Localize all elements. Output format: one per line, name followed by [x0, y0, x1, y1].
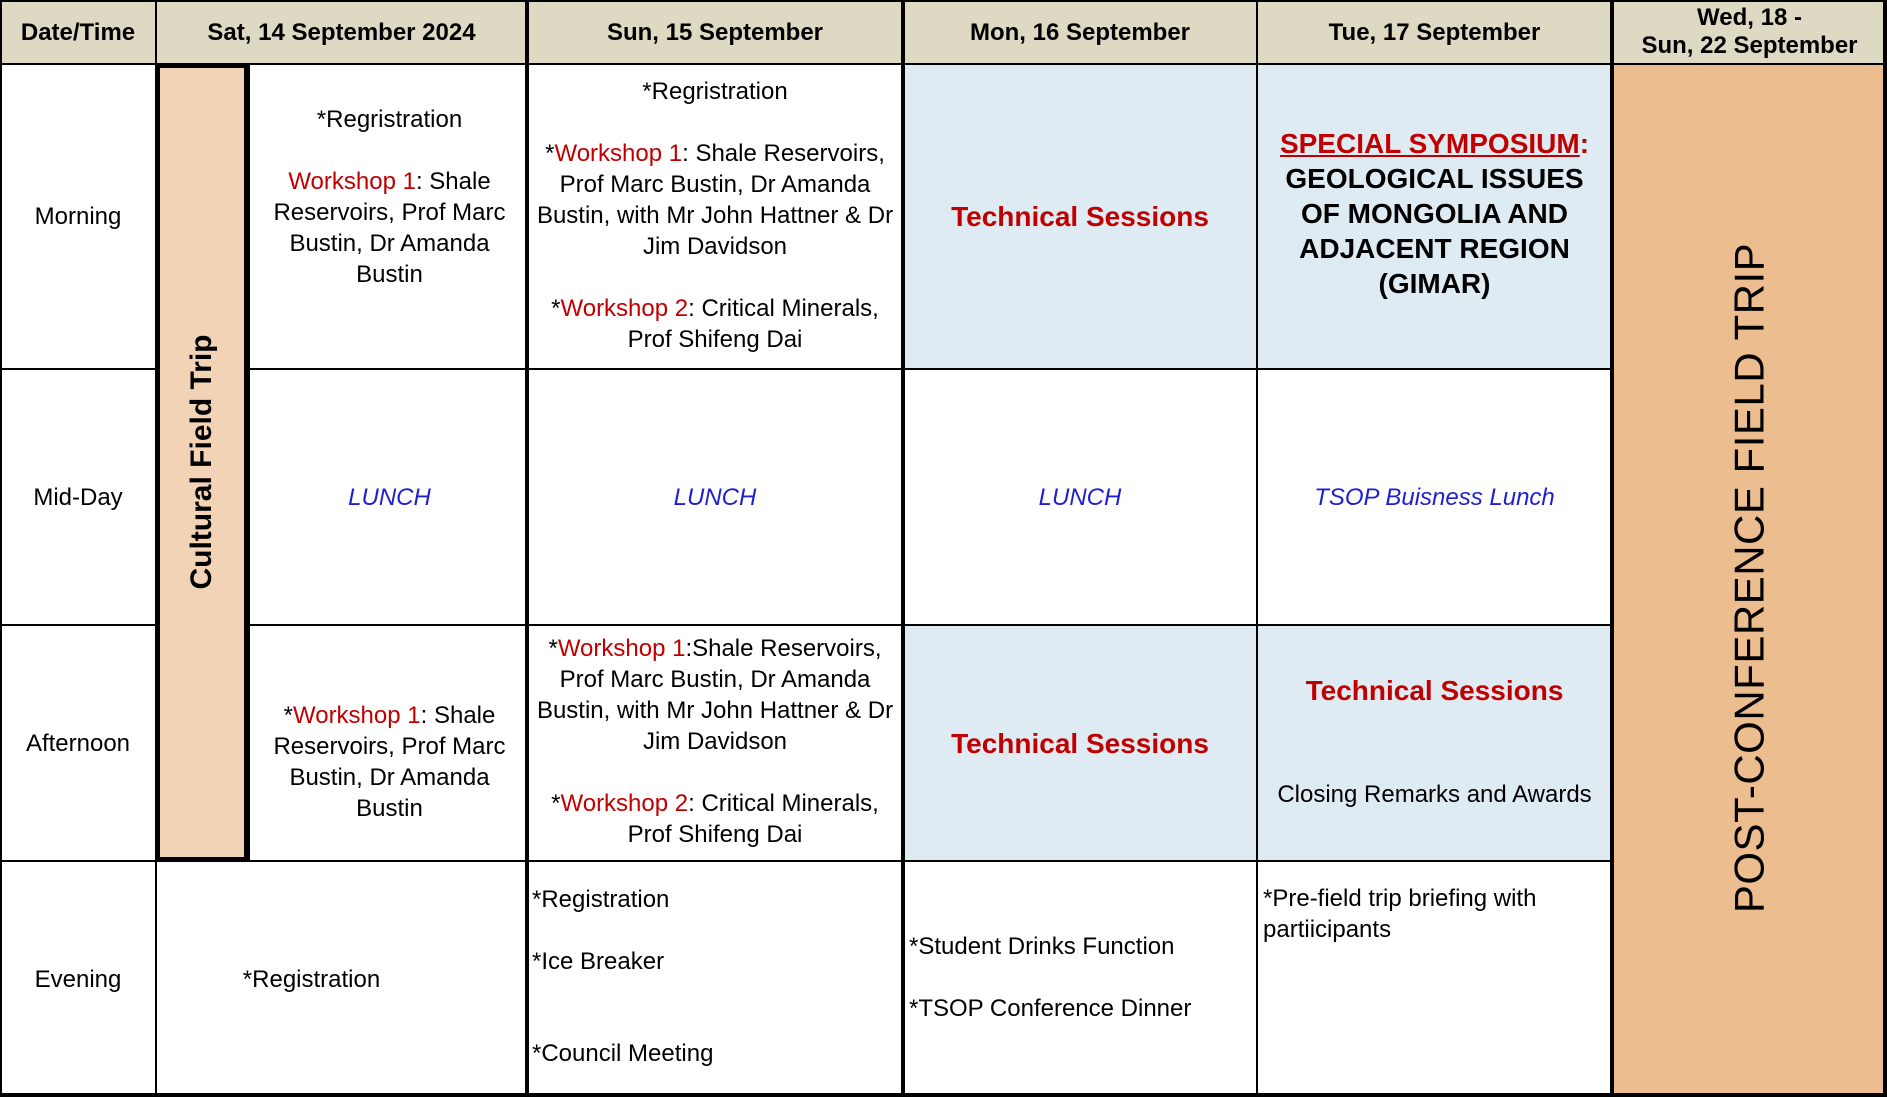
tue-morning: [1257, 64, 1612, 369]
sat-lunch: [252, 369, 527, 625]
sat-lunch-label: LUNCH: [348, 483, 431, 511]
mon-evening-drinks: *Student Drinks Function: [909, 933, 1175, 960]
grid-line-bottom: [0, 1093, 1887, 1097]
sun-morning-registration: *Regristration: [642, 78, 788, 105]
sun-ws2-label: Workshop 2: [560, 295, 689, 322]
sun-ws1-star: *: [545, 140, 555, 167]
sat-aft-star: *: [283, 702, 293, 729]
mon-evening-dinner: *TSOP Conference Dinner: [909, 995, 1192, 1022]
row-afternoon: [0, 625, 156, 861]
mon-lunch-label: LUNCH: [1038, 483, 1122, 511]
row-evening-label: Evening: [34, 965, 122, 993]
sun-aft-ws2-star: *: [551, 790, 561, 817]
sat-evening-registration: *Registration: [242, 965, 381, 993]
sat-morning-workshop: [258, 166, 521, 290]
mon-evening: [903, 861, 1257, 1097]
sat-aft-workshop1-detail: : Shale Reservoirs, Prof Marc Bustin, Dr Amanda Bustin: [273, 702, 506, 822]
sun-aft-ws2-detail: : Critical Minerals, Prof Shifeng Dai: [627, 790, 879, 848]
sat-aft-workshop1-label: Workshop 1: [293, 702, 421, 729]
sun-aft-ws1-label: Workshop 1: [557, 635, 686, 662]
header-sat: [156, 0, 527, 64]
mon-morning-tech-sessions: Technical Sessions: [951, 201, 1209, 232]
mon-morning: [903, 64, 1257, 369]
grid-line-right: [1883, 0, 1887, 1097]
header-mon: [903, 0, 1257, 64]
sun-evening-icebreaker: *Ice Breaker: [532, 948, 665, 975]
header-tue-label: Tue, 17 September: [1328, 18, 1541, 46]
tue-closing-remarks: Closing Remarks and Awards: [1277, 781, 1592, 808]
tue-symposium-title: GEOLOGICAL ISSUES OF MONGOLIA AND ADJACENT REGION (GIMAR): [1285, 163, 1584, 299]
sun-evening-council: *Council Meeting: [532, 1040, 714, 1067]
grid-line-col-tue: [1256, 0, 1258, 1097]
tue-lunch: [1257, 369, 1612, 625]
grid-line-morning-b: [248, 368, 1612, 370]
sun-ws1-label: Workshop 1: [554, 140, 683, 167]
grid-line-col-sun: [525, 0, 529, 1097]
sun-aft-workshop1: [535, 633, 895, 757]
sat-workshop1-label: Workshop 1: [288, 167, 416, 195]
sun-lunch: [527, 369, 903, 625]
sun-morning-workshop2: [535, 293, 895, 355]
sat-workshop1-detail: : Shale Reservoirs, Prof Marc Bustin, Dr Amanda Bustin: [273, 167, 506, 288]
tue-afternoon-tech-sessions: Technical Sessions: [1305, 675, 1564, 706]
cultural-field-trip-box: [156, 64, 248, 861]
row-morning: [0, 64, 156, 369]
grid-line-morning-a: [0, 368, 156, 370]
sun-aft-ws2-label: Workshop 2: [560, 790, 689, 817]
tue-afternoon: [1257, 625, 1612, 861]
mon-afternoon: [903, 625, 1257, 861]
header-sun: [527, 0, 903, 64]
cultural-field-trip-label: Cultural Field Trip: [185, 334, 218, 590]
mon-lunch: [903, 369, 1257, 625]
header-datetime-label: Date/Time: [20, 18, 136, 46]
sun-afternoon: [527, 625, 903, 861]
sun-ws2-star: *: [551, 295, 561, 322]
header-wed-line2: Sun, 22 September: [1641, 32, 1858, 59]
tue-symposium-label: SPECIAL SYMPOSIUM: [1279, 128, 1580, 159]
tue-evening: [1257, 861, 1612, 1097]
tue-evening-briefing: *Pre-field trip briefing with partiicipants: [1263, 885, 1537, 943]
grid-line-cultural-right: [248, 64, 250, 861]
header-wed: [1612, 0, 1887, 64]
sun-aft-ws1-detail: :Shale Reservoirs, Prof Marc Bustin, Dr Amanda Bustin, with Mr John Hattner & Dr Jim Davidson: [536, 635, 894, 755]
grid-line-afternoon: [0, 860, 1612, 862]
sat-afternoon-workshop: [258, 700, 521, 824]
row-midday-label: Mid-Day: [33, 483, 123, 511]
grid-line-col-wed: [1610, 0, 1614, 1097]
sun-morning-workshop1: [535, 138, 895, 262]
row-evening: [0, 861, 156, 1097]
sat-evening: [156, 861, 527, 1097]
tue-symposium-colon: :: [1579, 128, 1590, 159]
mon-afternoon-tech-sessions: Technical Sessions: [951, 727, 1209, 759]
sun-evening-registration: *Registration: [532, 886, 670, 913]
sun-ws1-detail: : Shale Reservoirs, Prof Marc Bustin, Dr Amanda Bustin, with Mr John Hattner & Dr Jim Davidson: [536, 140, 894, 260]
header-sun-label: Sun, 15 September: [606, 18, 824, 46]
tue-business-lunch: TSOP Buisness Lunch: [1314, 483, 1555, 511]
grid-line-left: [0, 0, 2, 1097]
header-tue: [1257, 0, 1612, 64]
grid-line-header: [0, 63, 1887, 65]
post-conference-label: POST-CONFERENCE FIELD TRIP: [1725, 242, 1773, 914]
header-sat-label: Sat, 14 September 2024: [207, 18, 476, 46]
sat-morning: [252, 64, 527, 369]
header-wed-line1: Wed, 18 -: [1697, 4, 1802, 31]
post-conference-box: [1612, 64, 1887, 1097]
row-morning-label: Morning: [34, 203, 122, 230]
row-afternoon-label: Afternoon: [25, 729, 131, 757]
row-midday: [0, 369, 156, 625]
sat-morning-registration: *Regristration: [316, 105, 463, 133]
header-mon-label: Mon, 16 September: [969, 18, 1191, 46]
sun-ws2-detail: : Critical Minerals, Prof Shifeng Dai: [627, 295, 879, 353]
grid-line-midday-b: [248, 624, 1612, 626]
sun-aft-ws1-star: *: [548, 635, 558, 662]
sat-afternoon: [252, 625, 527, 861]
grid-line-col1: [155, 0, 157, 1097]
tue-symposium-heading: [1267, 126, 1602, 161]
grid-line-top: [0, 0, 1887, 2]
header-datetime: [0, 0, 156, 64]
sun-evening: [527, 861, 903, 1097]
sun-lunch-label: LUNCH: [673, 483, 757, 511]
grid-line-midday-a: [0, 624, 156, 626]
sun-morning: [527, 64, 903, 369]
grid-line-col-mon: [901, 0, 905, 1097]
sun-aft-workshop2: [535, 788, 895, 850]
